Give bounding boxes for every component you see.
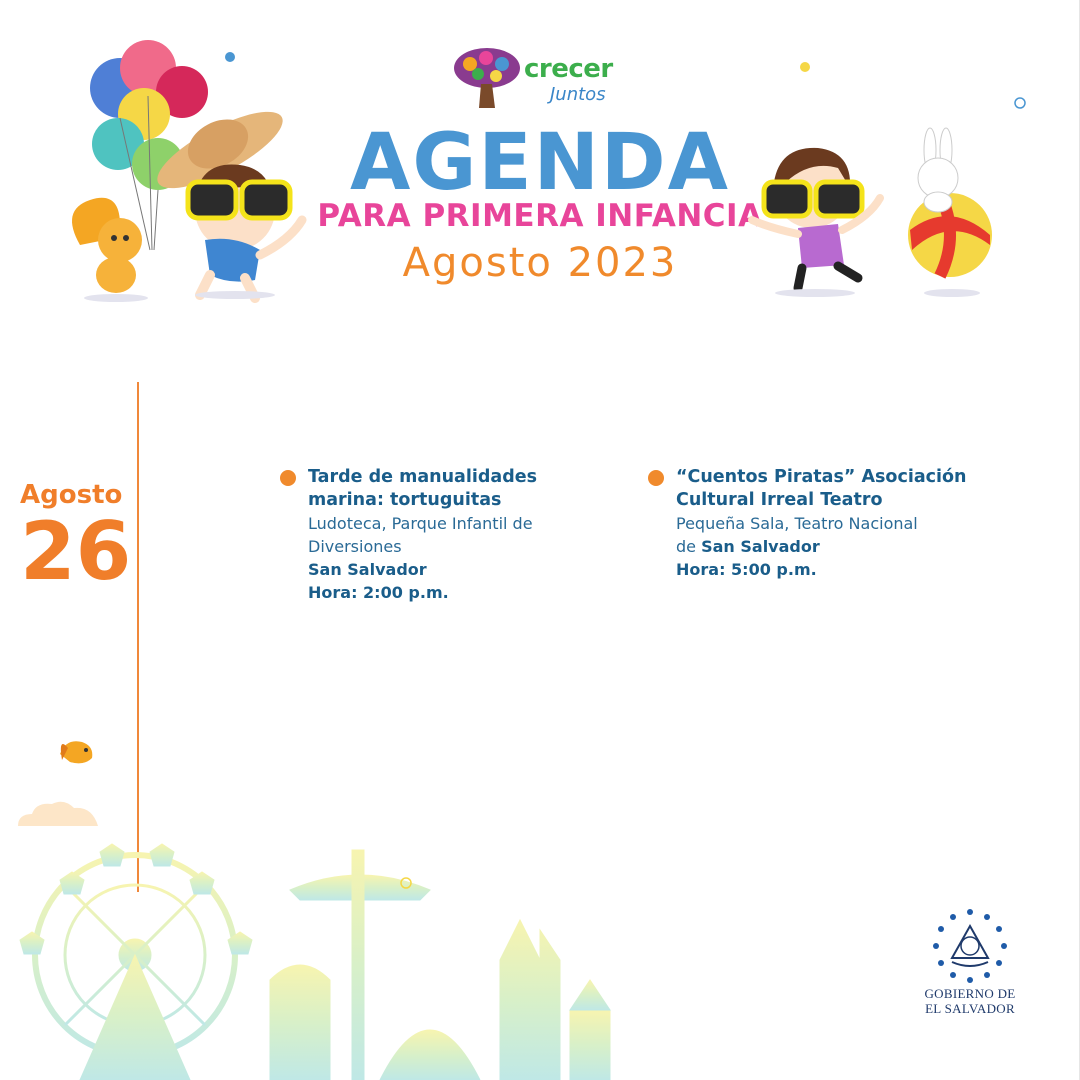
event-title: Cultural Irreal Teatro [676, 490, 883, 510]
event-place: Pequeña Sala, Teatro Nacional [676, 514, 918, 533]
event-item [308, 466, 628, 604]
event-time: Hora: 5:00 p.m. [676, 560, 817, 579]
timeline-divider [137, 382, 139, 892]
boy-bunny-ball-illustration [740, 110, 1000, 300]
event-item [676, 466, 996, 581]
coat-of-arms-icon [930, 906, 1010, 986]
amusement-park-silhouette [0, 830, 620, 1080]
event-city-prefix: de [676, 537, 702, 556]
date-day: 26 [20, 505, 132, 598]
event-title: “Cuentos Piratas” Asociación [676, 467, 967, 487]
date-month: Agosto [20, 480, 123, 510]
bullet-dot-icon [280, 470, 296, 486]
crecer-juntos-logo [452, 46, 632, 112]
event-place: Diversiones [308, 537, 402, 556]
bird-icon [56, 734, 98, 770]
government-name-line2: EL SALVADOR [925, 1001, 1015, 1016]
page-title: AGENDA [349, 118, 731, 208]
event-time: Hora: 2:00 p.m. [308, 583, 449, 602]
brand-subname: Juntos [550, 84, 606, 105]
event-place-city [676, 535, 996, 558]
event-city: San Salvador [308, 560, 427, 579]
tree-logo-icon [452, 46, 522, 112]
event-place: Ludoteca, Parque Infantil de [308, 514, 533, 533]
event-title: Tarde de manualidades [308, 467, 538, 487]
bullet-dot-icon [648, 470, 664, 486]
page-subtitle: PARA PRIMERA INFANCIA [317, 198, 763, 234]
cloud-icon [14, 798, 104, 828]
government-seal [920, 906, 1020, 1016]
government-name-line1: GOBIERNO DE [924, 986, 1016, 1001]
page-month: Agosto 2023 [402, 240, 678, 286]
event-city: San Salvador [701, 537, 820, 556]
brand-name: crecer [524, 54, 613, 84]
event-title: marina: tortuguitas [308, 490, 502, 510]
